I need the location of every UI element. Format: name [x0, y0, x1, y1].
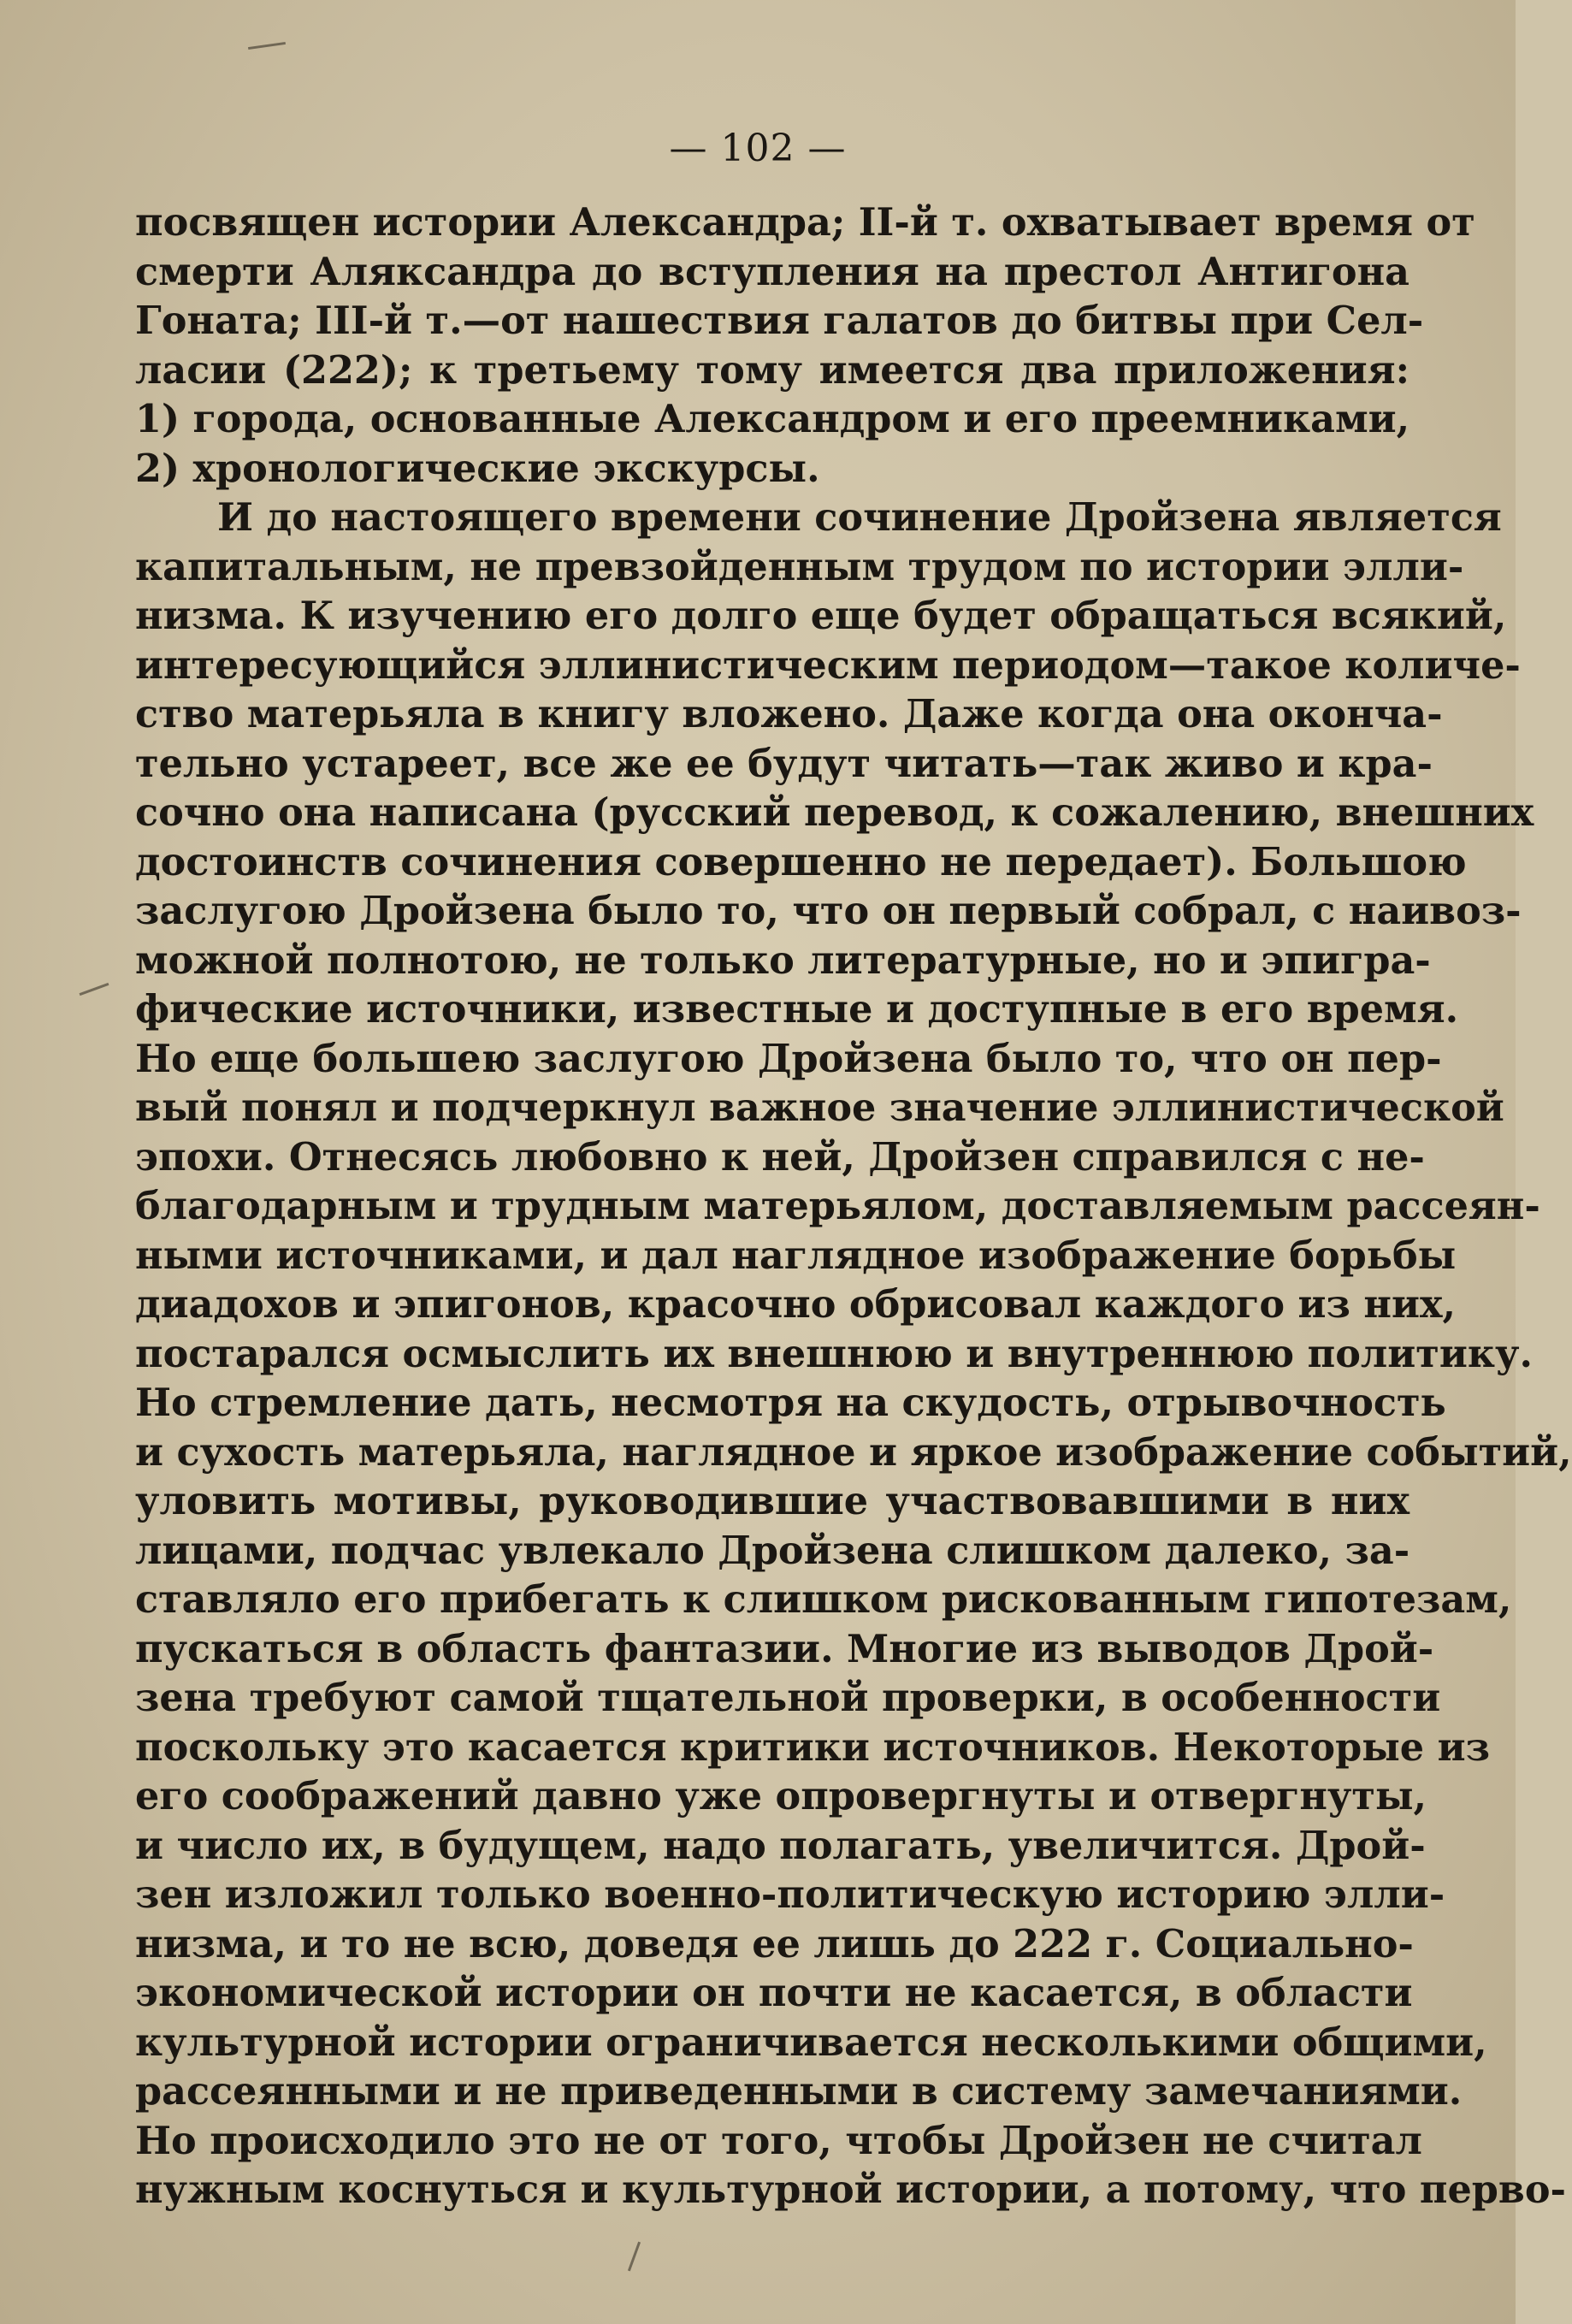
text-line: можной полнотою, не только литературные, но и эпигра-	[135, 937, 1431, 983]
text-line: зена требуют самой тщательной проверки, в особенности	[135, 1676, 1441, 1720]
text-line: рассеянными и не приведенными в систему замечаниями.	[135, 2069, 1463, 2114]
text-line: диадохов и эпигонов, красочно обрисовал каждого из них,	[135, 1282, 1456, 1327]
text-line: ство матерьяла в книгу вложено. Даже когда она оконча-	[135, 692, 1443, 736]
paragraph-first-line: И до настоящего времени сочинение Дройзена является	[217, 495, 1502, 540]
text-line: сочно она написана (русский перевод, к сожалению, внешних	[135, 790, 1534, 835]
text-line: экономической истории он почти не касается, в области	[135, 1971, 1413, 2015]
text-line: и число их, в будущем, надо полагать, увеличится. Дрой-	[135, 1823, 1426, 1868]
text-line: посвящен истории Александра; II-й т. охватывает время от	[135, 200, 1475, 245]
text-line: ласии (222); к третьему тому имеется два приложения:	[135, 347, 1409, 393]
text-line: заслугою Дройзена было то, что он первый собрал, с наивоз-	[135, 889, 1522, 933]
text-line: низма, и то не всю, доведя ее лишь до 222 г. Социально-	[135, 1921, 1414, 1966]
text-line: ставляло его прибегать к слишком рискованным гипотезам,	[135, 1577, 1512, 1622]
text-line: интересующийся эллинистическим периодом—такое количе-	[135, 642, 1521, 688]
text-line: ными источниками, и дал наглядное изображение борьбы	[135, 1233, 1457, 1278]
text-line: смерти Аляксандра до вступления на престол Антигона	[135, 249, 1409, 294]
paper-scratch-mark	[628, 2242, 641, 2272]
text-line: постарался осмыслить их внешнюю и внутреннюю политику.	[135, 1331, 1534, 1376]
text-line: культурной истории ограничивается несколькими общими,	[135, 2019, 1487, 2065]
text-line: благодарным и трудным матерьялом, доставляемым рассеян-	[135, 1184, 1540, 1228]
text-line: пускаться в область фантазии. Многие из выводов Дрой-	[135, 1626, 1434, 1671]
text-line: 2) хронологические экскурсы.	[135, 446, 820, 491]
page-number: — 102 —	[669, 127, 847, 170]
text-line: вый понял и подчеркнул важное значение эллинистической	[135, 1085, 1504, 1130]
text-line: фические источники, известные и доступные в его время.	[135, 987, 1459, 1032]
text-line: капитальным, не превзойденным трудом по истории элли-	[135, 544, 1464, 589]
text-line: эпохи. Отнесясь любовно к ней, Дройзен справился с не-	[135, 1134, 1425, 1180]
text-line: достоинств сочинения совершенно не передает). Большою	[135, 839, 1467, 884]
text-line: Но еще большею заслугою Дройзена было то, что он пер-	[135, 1036, 1442, 1081]
text-line: поскольку это касается критики источников. Некоторые из	[135, 1724, 1491, 1770]
text-line: нужным коснуться и культурной истории, а потому, что перво-	[135, 2167, 1566, 2212]
text-line: Но происходило это не от того, чтобы Дройзен не считал	[135, 2118, 1422, 2163]
text-line: и сухость матерьяла, наглядное и яркое изображение событий,	[135, 1429, 1572, 1475]
text-line: 1) города, основанные Александром и его преемниками,	[135, 397, 1410, 441]
text-line: его соображений давно уже опровергнуты и отвергнуты,	[135, 1774, 1427, 1818]
body-text	[135, 198, 1572, 2215]
text-line: лицами, подчас увлекало Дройзена слишком далеко, за-	[135, 1528, 1410, 1573]
text-line: Гоната; III-й т.—от нашествия галатов до битвы при Сел-	[135, 299, 1424, 343]
text-line: низма. К изучению его долго еще будет обращаться всякий,	[135, 594, 1507, 638]
text-line: Но стремление дать, несмотря на скудость, отрывочность	[135, 1381, 1446, 1425]
text-line: уловить мотивы, руководившие участвовавшими в них	[135, 1479, 1409, 1523]
text-line: зен изложил только военно-политическую историю элли-	[135, 1872, 1445, 1917]
paper-scratch-mark	[248, 42, 286, 50]
text-line: тельно устареет, все же ее будут читать—так живо и кра-	[135, 741, 1433, 786]
paper-scratch-mark	[80, 983, 109, 996]
